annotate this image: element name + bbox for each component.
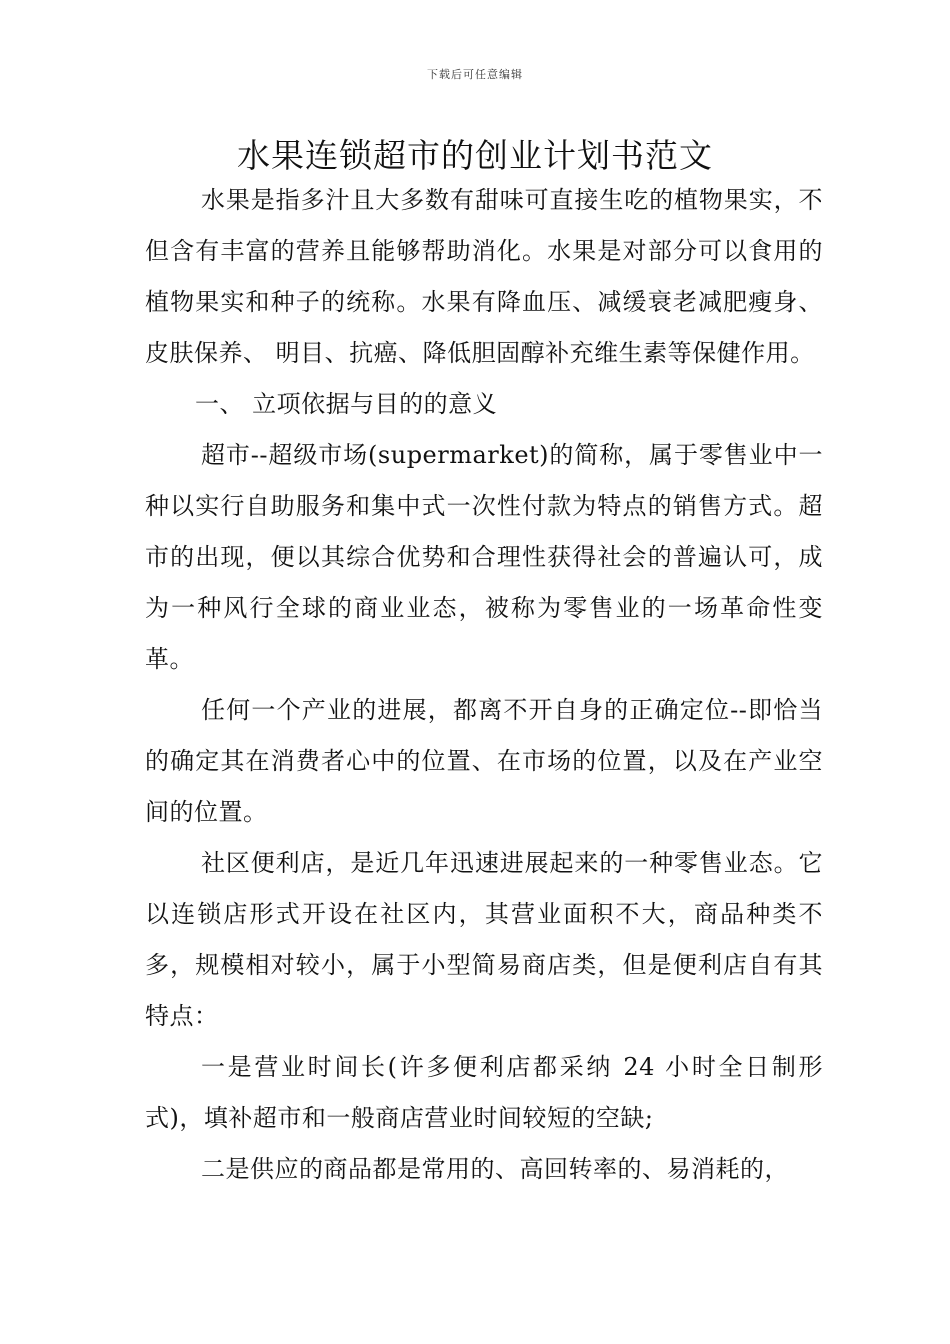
paragraph-convenience-store: 社区便利店，是近几年迅速进展起来的一种零售业态。它以连锁店形式开设在社区内，其营业面积不大，商品种类不多，规模相对较小，属于小型简易商店类，但是便利店自有其特点： bbox=[145, 849, 823, 1030]
paragraph-supermarket: 超市--超级市场(supermarket)的简称，属于零售业中一种以实行自助服务和集中式一次性付款为特点的销售方式。超市的出现，便以其综合优势和合理性获得社会的普遍认可，成为一种风行全球的商业业态，被称为零售业的一场革命性变革。 bbox=[145, 441, 823, 673]
header-note: 下载后可任意编辑 bbox=[427, 68, 523, 81]
section-heading-1: 一、 立项依据与目的的意义 bbox=[195, 390, 498, 418]
document-title: 水果连锁超市的创业计划书范文 bbox=[237, 136, 713, 175]
paragraph-feature-2: 二是供应的商品都是常用的、高回转率的、易消耗的， bbox=[201, 1155, 789, 1183]
paragraph-positioning: 任何一个产业的进展，都离不开自身的正确定位--即恰当的确定其在消费者心中的位置、在市场的位置，以及在产业空间的位置。 bbox=[145, 696, 823, 826]
document-body bbox=[145, 175, 823, 1195]
paragraph-feature-1: 一是营业时间长(许多便利店都采纳 24 小时全日制形式)，填补超市和一般商店营业时间较短的空缺; bbox=[145, 1053, 823, 1132]
paragraph-intro: 水果是指多汁且大多数有甜味可直接生吃的植物果实，不但含有丰富的营养且能够帮助消化。水果是对部分可以食用的植物果实和种子的统称。水果有降血压、减缓衰老减肥瘦身、皮肤保养、 明目、抗癌、降低胆固醇补充维生素等保健作用。 bbox=[145, 186, 823, 367]
